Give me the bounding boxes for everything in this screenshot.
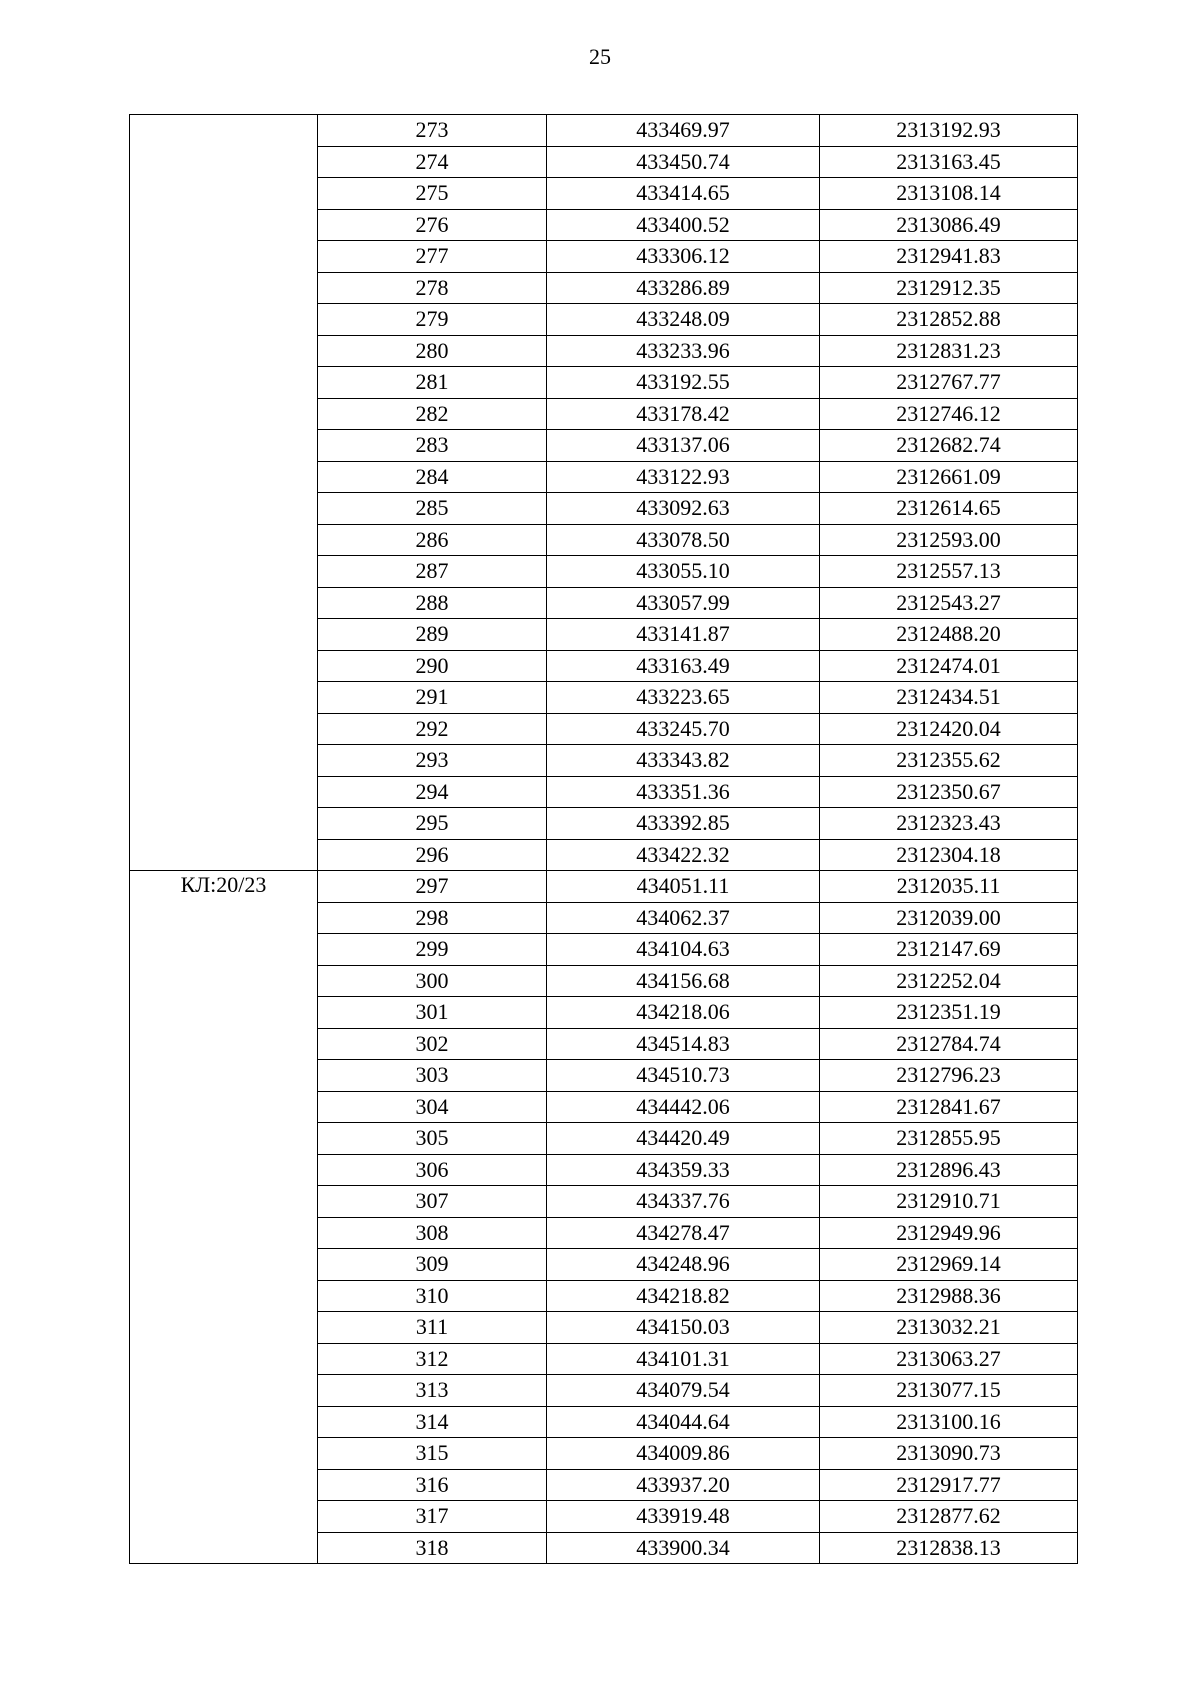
x-coordinate-cell: 434359.33 — [547, 1154, 820, 1186]
point-number-cell: 302 — [318, 1028, 547, 1060]
x-coordinate-cell: 433286.89 — [547, 272, 820, 304]
x-coordinate-cell: 434150.03 — [547, 1312, 820, 1344]
y-coordinate-cell: 2312304.18 — [820, 839, 1078, 871]
x-coordinate-cell: 433450.74 — [547, 146, 820, 178]
x-coordinate-cell: 433351.36 — [547, 776, 820, 808]
x-coordinate-cell: 434104.63 — [547, 934, 820, 966]
y-coordinate-cell: 2312917.77 — [820, 1469, 1078, 1501]
x-coordinate-cell: 434218.82 — [547, 1280, 820, 1312]
point-number-cell: 273 — [318, 115, 547, 147]
x-coordinate-cell: 434051.11 — [547, 871, 820, 903]
y-coordinate-cell: 2313163.45 — [820, 146, 1078, 178]
x-coordinate-cell: 434442.06 — [547, 1091, 820, 1123]
x-coordinate-cell: 434514.83 — [547, 1028, 820, 1060]
x-coordinate-cell: 434420.49 — [547, 1123, 820, 1155]
x-coordinate-cell: 434248.96 — [547, 1249, 820, 1281]
y-coordinate-cell: 2312434.51 — [820, 682, 1078, 714]
point-number-cell: 307 — [318, 1186, 547, 1218]
x-coordinate-cell: 433141.87 — [547, 619, 820, 651]
x-coordinate-cell: 433400.52 — [547, 209, 820, 241]
y-coordinate-cell: 2312614.65 — [820, 493, 1078, 525]
y-coordinate-cell: 2312852.88 — [820, 304, 1078, 336]
x-coordinate-cell: 433343.82 — [547, 745, 820, 777]
table-row — [130, 871, 1078, 903]
x-coordinate-cell: 433178.42 — [547, 398, 820, 430]
point-number-cell: 313 — [318, 1375, 547, 1407]
y-coordinate-cell: 2312543.27 — [820, 587, 1078, 619]
table-row — [130, 115, 1078, 147]
point-number-cell: 297 — [318, 871, 547, 903]
point-number-cell: 295 — [318, 808, 547, 840]
y-coordinate-cell: 2312910.71 — [820, 1186, 1078, 1218]
x-coordinate-cell: 433122.93 — [547, 461, 820, 493]
y-coordinate-cell: 2313192.93 — [820, 115, 1078, 147]
point-number-cell: 291 — [318, 682, 547, 714]
x-coordinate-cell: 433937.20 — [547, 1469, 820, 1501]
x-coordinate-cell: 434218.06 — [547, 997, 820, 1029]
point-number-cell: 285 — [318, 493, 547, 525]
y-coordinate-cell: 2313100.16 — [820, 1406, 1078, 1438]
y-coordinate-cell: 2312855.95 — [820, 1123, 1078, 1155]
x-coordinate-cell: 434079.54 — [547, 1375, 820, 1407]
y-coordinate-cell: 2312039.00 — [820, 902, 1078, 934]
x-coordinate-cell: 434101.31 — [547, 1343, 820, 1375]
point-number-cell: 287 — [318, 556, 547, 588]
y-coordinate-cell: 2312784.74 — [820, 1028, 1078, 1060]
point-number-cell: 288 — [318, 587, 547, 619]
point-number-cell: 300 — [318, 965, 547, 997]
x-coordinate-cell: 433392.85 — [547, 808, 820, 840]
point-number-cell: 311 — [318, 1312, 547, 1344]
point-number-cell: 304 — [318, 1091, 547, 1123]
y-coordinate-cell: 2313108.14 — [820, 178, 1078, 210]
y-coordinate-cell: 2312420.04 — [820, 713, 1078, 745]
y-coordinate-cell: 2312661.09 — [820, 461, 1078, 493]
point-number-cell: 283 — [318, 430, 547, 462]
point-number-cell: 284 — [318, 461, 547, 493]
y-coordinate-cell: 2312593.00 — [820, 524, 1078, 556]
point-number-cell: 317 — [318, 1501, 547, 1533]
x-coordinate-cell: 433137.06 — [547, 430, 820, 462]
y-coordinate-cell: 2312746.12 — [820, 398, 1078, 430]
x-coordinate-cell: 434009.86 — [547, 1438, 820, 1470]
x-coordinate-cell: 433233.96 — [547, 335, 820, 367]
point-number-cell: 306 — [318, 1154, 547, 1186]
x-coordinate-cell: 433919.48 — [547, 1501, 820, 1533]
point-number-cell: 303 — [318, 1060, 547, 1092]
x-coordinate-cell: 433248.09 — [547, 304, 820, 336]
coordinates-table — [129, 114, 1078, 1564]
coordinates-table-body — [130, 115, 1078, 1564]
x-coordinate-cell: 433078.50 — [547, 524, 820, 556]
point-number-cell: 293 — [318, 745, 547, 777]
point-number-cell: 315 — [318, 1438, 547, 1470]
y-coordinate-cell: 2312841.67 — [820, 1091, 1078, 1123]
point-number-cell: 299 — [318, 934, 547, 966]
y-coordinate-cell: 2312831.23 — [820, 335, 1078, 367]
point-number-cell: 308 — [318, 1217, 547, 1249]
y-coordinate-cell: 2312557.13 — [820, 556, 1078, 588]
point-number-cell: 294 — [318, 776, 547, 808]
point-number-cell: 305 — [318, 1123, 547, 1155]
point-number-cell: 310 — [318, 1280, 547, 1312]
point-number-cell: 318 — [318, 1532, 547, 1564]
y-coordinate-cell: 2313077.15 — [820, 1375, 1078, 1407]
point-number-cell: 298 — [318, 902, 547, 934]
y-coordinate-cell: 2312838.13 — [820, 1532, 1078, 1564]
y-coordinate-cell: 2313090.73 — [820, 1438, 1078, 1470]
point-number-cell: 282 — [318, 398, 547, 430]
x-coordinate-cell: 434337.76 — [547, 1186, 820, 1218]
point-number-cell: 301 — [318, 997, 547, 1029]
y-coordinate-cell: 2312488.20 — [820, 619, 1078, 651]
y-coordinate-cell: 2312796.23 — [820, 1060, 1078, 1092]
y-coordinate-cell: 2312147.69 — [820, 934, 1078, 966]
y-coordinate-cell: 2313086.49 — [820, 209, 1078, 241]
y-coordinate-cell: 2312988.36 — [820, 1280, 1078, 1312]
y-coordinate-cell: 2313063.27 — [820, 1343, 1078, 1375]
y-coordinate-cell: 2312877.62 — [820, 1501, 1078, 1533]
y-coordinate-cell: 2312969.14 — [820, 1249, 1078, 1281]
point-number-cell: 274 — [318, 146, 547, 178]
y-coordinate-cell: 2312323.43 — [820, 808, 1078, 840]
y-coordinate-cell: 2312355.62 — [820, 745, 1078, 777]
x-coordinate-cell: 434044.64 — [547, 1406, 820, 1438]
y-coordinate-cell: 2312351.19 — [820, 997, 1078, 1029]
y-coordinate-cell: 2312949.96 — [820, 1217, 1078, 1249]
point-number-cell: 277 — [318, 241, 547, 273]
point-number-cell: 286 — [318, 524, 547, 556]
y-coordinate-cell: 2312252.04 — [820, 965, 1078, 997]
x-coordinate-cell: 433057.99 — [547, 587, 820, 619]
point-number-cell: 281 — [318, 367, 547, 399]
point-number-cell: 278 — [318, 272, 547, 304]
x-coordinate-cell: 434510.73 — [547, 1060, 820, 1092]
point-number-cell: 292 — [318, 713, 547, 745]
x-coordinate-cell: 433223.65 — [547, 682, 820, 714]
x-coordinate-cell: 433422.32 — [547, 839, 820, 871]
point-number-cell: 276 — [318, 209, 547, 241]
x-coordinate-cell: 433163.49 — [547, 650, 820, 682]
point-number-cell: 289 — [318, 619, 547, 651]
point-number-cell: 290 — [318, 650, 547, 682]
x-coordinate-cell: 433245.70 — [547, 713, 820, 745]
y-coordinate-cell: 2313032.21 — [820, 1312, 1078, 1344]
point-number-cell: 279 — [318, 304, 547, 336]
y-coordinate-cell: 2312767.77 — [820, 367, 1078, 399]
x-coordinate-cell: 434278.47 — [547, 1217, 820, 1249]
x-coordinate-cell: 433306.12 — [547, 241, 820, 273]
x-coordinate-cell: 433900.34 — [547, 1532, 820, 1564]
group-label-cell: КЛ:20/23 — [130, 871, 318, 1564]
group-label-cell — [130, 115, 318, 871]
point-number-cell: 275 — [318, 178, 547, 210]
point-number-cell: 314 — [318, 1406, 547, 1438]
y-coordinate-cell: 2312474.01 — [820, 650, 1078, 682]
x-coordinate-cell: 434156.68 — [547, 965, 820, 997]
x-coordinate-cell: 434062.37 — [547, 902, 820, 934]
point-number-cell: 296 — [318, 839, 547, 871]
y-coordinate-cell: 2312350.67 — [820, 776, 1078, 808]
page-number: 25 — [589, 44, 611, 69]
x-coordinate-cell: 433092.63 — [547, 493, 820, 525]
y-coordinate-cell: 2312035.11 — [820, 871, 1078, 903]
point-number-cell: 309 — [318, 1249, 547, 1281]
point-number-cell: 312 — [318, 1343, 547, 1375]
x-coordinate-cell: 433192.55 — [547, 367, 820, 399]
y-coordinate-cell: 2312896.43 — [820, 1154, 1078, 1186]
point-number-cell: 280 — [318, 335, 547, 367]
point-number-cell: 316 — [318, 1469, 547, 1501]
x-coordinate-cell: 433055.10 — [547, 556, 820, 588]
x-coordinate-cell: 433414.65 — [547, 178, 820, 210]
y-coordinate-cell: 2312912.35 — [820, 272, 1078, 304]
x-coordinate-cell: 433469.97 — [547, 115, 820, 147]
y-coordinate-cell: 2312682.74 — [820, 430, 1078, 462]
y-coordinate-cell: 2312941.83 — [820, 241, 1078, 273]
